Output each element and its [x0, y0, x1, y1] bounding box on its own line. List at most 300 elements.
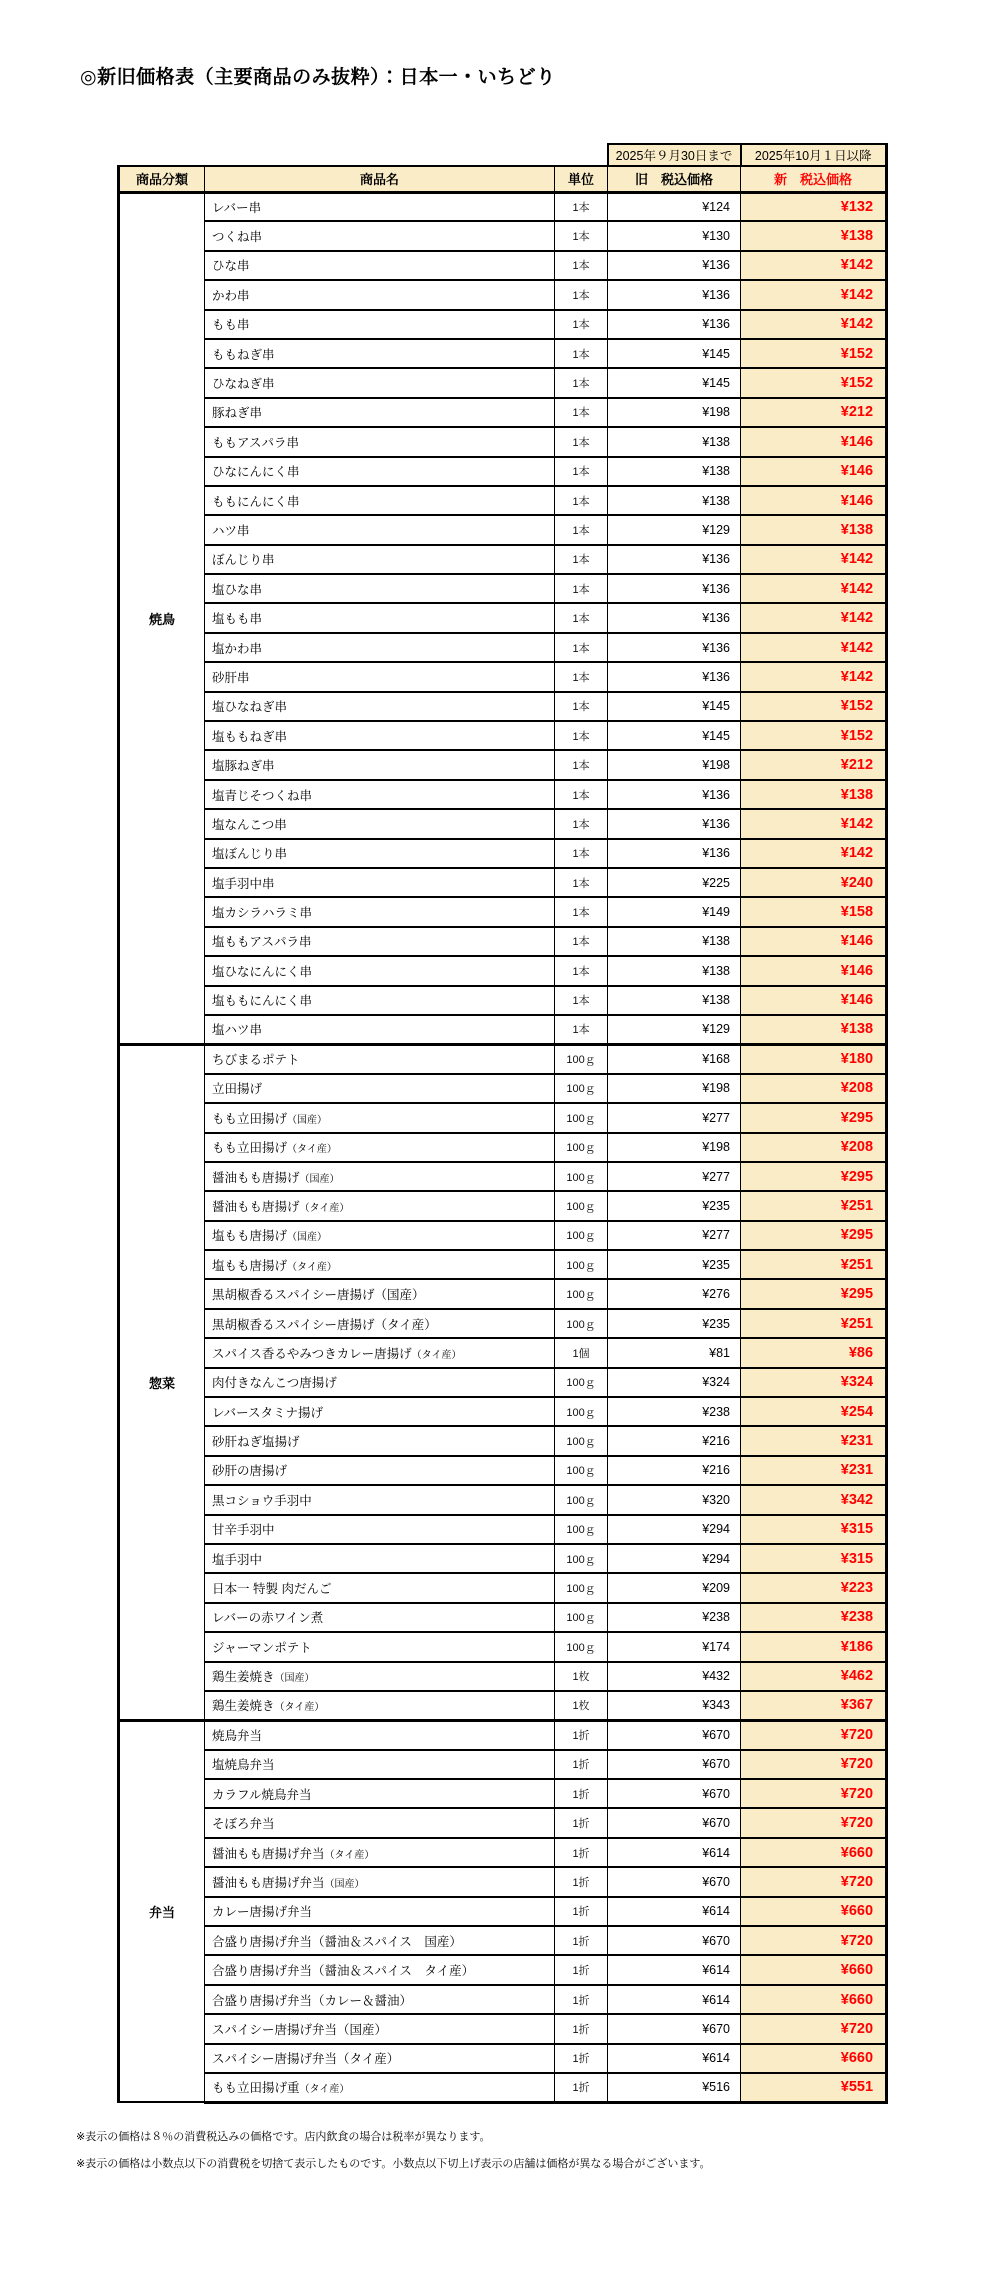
new-price-cell: ¥660 [741, 1955, 887, 1984]
product-name-cell: そぼろ弁当 [205, 1808, 555, 1837]
new-price-cell: ¥142 [741, 545, 887, 574]
new-price-cell: ¥720 [741, 1867, 887, 1896]
unit-cell: 1本 [555, 956, 608, 985]
product-name-cell: つくね串 [205, 221, 555, 250]
new-price-cell: ¥254 [741, 1397, 887, 1426]
old-price-cell: ¥198 [608, 1074, 741, 1103]
unit-cell: 1本 [555, 339, 608, 368]
unit-cell: 1本 [555, 280, 608, 309]
product-name-cell: ひなにんにく串 [205, 457, 555, 486]
old-price-cell: ¥124 [608, 192, 741, 221]
old-price-cell: ¥130 [608, 221, 741, 250]
unit-cell: 100ｇ [555, 1515, 608, 1544]
unit-cell: 1本 [555, 897, 608, 926]
old-price-cell: ¥145 [608, 368, 741, 397]
new-price-cell: ¥551 [741, 2073, 887, 2102]
new-price-cell: ¥462 [741, 1662, 887, 1691]
table-row [119, 809, 887, 838]
product-name-cell: 豚ねぎ串 [205, 398, 555, 427]
old-price-cell: ¥145 [608, 721, 741, 750]
unit-cell: 1本 [555, 809, 608, 838]
table-row [119, 897, 887, 926]
product-origin-note: （タイ産） [299, 1202, 350, 1214]
old-price-cell: ¥277 [608, 1162, 741, 1191]
unit-cell: 100ｇ [555, 1162, 608, 1191]
old-price-cell: ¥136 [608, 839, 741, 868]
table-row [119, 251, 887, 280]
new-price-cell: ¥342 [741, 1485, 887, 1514]
table-row [119, 1720, 887, 1749]
unit-cell: 100ｇ [555, 1397, 608, 1426]
product-name-cell: 鶏生姜焼き（タイ産） [205, 1691, 555, 1720]
old-price-cell: ¥81 [608, 1338, 741, 1367]
new-price-cell: ¥152 [741, 368, 887, 397]
product-name-cell: 塩ひな串 [205, 574, 555, 603]
table-row [119, 545, 887, 574]
unit-cell: 1本 [555, 868, 608, 897]
unit-cell: 1折 [555, 1867, 608, 1896]
unit-cell: 1折 [555, 1926, 608, 1955]
table-row [119, 721, 887, 750]
unit-cell: 1本 [555, 603, 608, 632]
table-row [119, 427, 887, 456]
product-name-cell: ももにんにく串 [205, 486, 555, 515]
new-price-cell: ¥251 [741, 1191, 887, 1220]
product-name-cell: カラフル焼鳥弁当 [205, 1779, 555, 1808]
old-price-cell: ¥129 [608, 1015, 741, 1044]
unit-cell: 1本 [555, 574, 608, 603]
product-name-cell: ハツ串 [205, 515, 555, 544]
table-row [119, 1015, 887, 1044]
product-name-cell: 黒胡椒香るスパイシー唐揚げ（タイ産） [205, 1309, 555, 1338]
unit-cell: 1本 [555, 927, 608, 956]
product-name-cell: ジャーマンポテト [205, 1632, 555, 1661]
old-price-cell: ¥198 [608, 1133, 741, 1162]
old-price-cell: ¥614 [608, 1955, 741, 1984]
table-row [119, 1044, 887, 1073]
unit-cell: 100ｇ [555, 1368, 608, 1397]
table-row [119, 1397, 887, 1426]
new-price-cell: ¥142 [741, 280, 887, 309]
table-row [119, 1074, 887, 1103]
product-name-cell: カレー唐揚げ弁当 [205, 1897, 555, 1926]
unit-cell: 1本 [555, 515, 608, 544]
unit-cell: 1本 [555, 427, 608, 456]
unit-cell: 1本 [555, 721, 608, 750]
table-row [119, 368, 887, 397]
unit-cell: 1本 [555, 251, 608, 280]
old-price-cell: ¥238 [608, 1397, 741, 1426]
table-row [119, 1515, 887, 1544]
product-name-cell: 塩もも串 [205, 603, 555, 632]
product-name-cell: 塩豚ねぎ串 [205, 750, 555, 779]
column-header-unit: 単位 [555, 166, 608, 192]
product-origin-note: （タイ産） [287, 1144, 337, 1156]
table-row [119, 1926, 887, 1955]
new-price-cell: ¥720 [741, 1926, 887, 1955]
new-price-cell: ¥138 [741, 1015, 887, 1044]
old-price-cell: ¥145 [608, 692, 741, 721]
column-header-category: 商品分類 [119, 166, 205, 192]
old-price-date-header: 2025年９月30日まで [608, 144, 741, 166]
old-price-cell: ¥238 [608, 1603, 741, 1632]
old-price-cell: ¥670 [608, 1867, 741, 1896]
unit-cell: 100ｇ [555, 1632, 608, 1661]
category-cell: 弁当 [119, 1720, 205, 2102]
table-row [119, 1632, 887, 1661]
new-price-cell: ¥240 [741, 868, 887, 897]
old-price-cell: ¥138 [608, 486, 741, 515]
table-row [119, 1279, 887, 1308]
product-origin-note: （国産） [299, 1173, 340, 1185]
old-price-cell: ¥324 [608, 1368, 741, 1397]
product-name-cell: 塩ハツ串 [205, 1015, 555, 1044]
product-name-cell: 塩ももにんにく串 [205, 986, 555, 1015]
product-name-cell: ももアスパラ串 [205, 427, 555, 456]
old-price-cell: ¥174 [608, 1632, 741, 1661]
new-price-cell: ¥146 [741, 486, 887, 515]
column-header-row [119, 166, 887, 192]
unit-cell: 1本 [555, 457, 608, 486]
unit-cell: 1本 [555, 368, 608, 397]
category-cell: 惣菜 [119, 1044, 205, 1720]
unit-cell: 100ｇ [555, 1544, 608, 1573]
table-row [119, 1162, 887, 1191]
new-price-cell: ¥146 [741, 956, 887, 985]
old-price-cell: ¥136 [608, 633, 741, 662]
table-row [119, 1456, 887, 1485]
product-name-cell: 合盛り唐揚げ弁当（カレー＆醤油） [205, 1985, 555, 2014]
table-row [119, 1221, 887, 1250]
old-price-cell: ¥138 [608, 956, 741, 985]
product-name-cell: もも立田揚げ重（タイ産） [205, 2073, 555, 2102]
table-row [119, 1955, 887, 1984]
table-row [119, 486, 887, 515]
unit-cell: 1本 [555, 192, 608, 221]
new-price-cell: ¥720 [741, 1779, 887, 1808]
product-name-cell: もも立田揚げ（タイ産） [205, 1133, 555, 1162]
product-name-cell: 塩焼鳥弁当 [205, 1750, 555, 1779]
old-price-cell: ¥149 [608, 897, 741, 926]
new-price-cell: ¥324 [741, 1368, 887, 1397]
unit-cell: 1本 [555, 1015, 608, 1044]
old-price-cell: ¥670 [608, 2014, 741, 2043]
product-name-cell: 焼鳥弁当 [205, 1720, 555, 1749]
new-price-cell: ¥231 [741, 1426, 887, 1455]
table-row [119, 2014, 887, 2043]
unit-cell: 100ｇ [555, 1133, 608, 1162]
new-price-cell: ¥660 [741, 1897, 887, 1926]
product-origin-note: （タイ産） [287, 1261, 337, 1273]
product-name-cell: 塩青じそつくね串 [205, 780, 555, 809]
old-price-cell: ¥138 [608, 927, 741, 956]
unit-cell: 100ｇ [555, 1485, 608, 1514]
product-name-cell: 塩かわ串 [205, 633, 555, 662]
new-price-cell: ¥238 [741, 1603, 887, 1632]
product-name-cell: ひなねぎ串 [205, 368, 555, 397]
old-price-cell: ¥216 [608, 1456, 741, 1485]
unit-cell: 100ｇ [555, 1044, 608, 1073]
unit-cell: 1本 [555, 839, 608, 868]
new-price-cell: ¥146 [741, 427, 887, 456]
table-row [119, 221, 887, 250]
old-price-cell: ¥235 [608, 1191, 741, 1220]
old-price-cell: ¥277 [608, 1103, 741, 1132]
new-price-cell: ¥251 [741, 1250, 887, 1279]
product-name-cell: ひな串 [205, 251, 555, 280]
table-row [119, 956, 887, 985]
product-name-cell: もも立田揚げ（国産） [205, 1103, 555, 1132]
new-price-cell: ¥146 [741, 457, 887, 486]
product-name-cell: 砂肝串 [205, 662, 555, 691]
product-name-cell: 塩もも唐揚げ（国産） [205, 1221, 555, 1250]
product-origin-note: （国産） [287, 1114, 328, 1126]
new-price-cell: ¥720 [741, 1720, 887, 1749]
page-title: ◎新旧価格表（主要商品のみ抜粋）：日本一・いちどり [80, 67, 556, 88]
old-price-cell: ¥136 [608, 280, 741, 309]
unit-cell: 100ｇ [555, 1074, 608, 1103]
unit-cell: 100ｇ [555, 1309, 608, 1338]
new-price-cell: ¥367 [741, 1691, 887, 1720]
new-price-cell: ¥142 [741, 633, 887, 662]
product-name-cell: 塩ひなにんにく串 [205, 956, 555, 985]
product-name-cell: 塩手羽中串 [205, 868, 555, 897]
unit-cell: 1折 [555, 1838, 608, 1867]
table-row [119, 1544, 887, 1573]
table-row [119, 839, 887, 868]
new-price-cell: ¥295 [741, 1103, 887, 1132]
date-header-row [119, 144, 887, 166]
old-price-cell: ¥216 [608, 1426, 741, 1455]
product-name-cell: 砂肝ねぎ塩揚げ [205, 1426, 555, 1455]
old-price-cell: ¥145 [608, 339, 741, 368]
table-row [119, 1779, 887, 1808]
product-origin-note: （タイ産） [299, 2084, 350, 2096]
product-name-cell: 塩ぼんじり串 [205, 839, 555, 868]
blank-corner-cell [119, 144, 608, 166]
new-price-cell: ¥142 [741, 603, 887, 632]
table-row [119, 986, 887, 1015]
new-price-cell: ¥138 [741, 221, 887, 250]
table-row [119, 1338, 887, 1367]
new-price-cell: ¥186 [741, 1632, 887, 1661]
column-header-new-price: 新 税込価格 [741, 166, 887, 192]
old-price-cell: ¥138 [608, 457, 741, 486]
table-row [119, 1485, 887, 1514]
product-name-cell: 醤油もも唐揚げ（タイ産） [205, 1191, 555, 1220]
old-price-cell: ¥136 [608, 780, 741, 809]
table-row [119, 310, 887, 339]
product-origin-note: （タイ産） [324, 1849, 375, 1861]
table-row [119, 780, 887, 809]
product-name-cell: スパイス香るやみつきカレー唐揚げ（タイ産） [205, 1338, 555, 1367]
product-name-cell: スパイシー唐揚げ弁当（タイ産） [205, 2044, 555, 2073]
table-row [119, 1573, 887, 1602]
table-row [119, 1426, 887, 1455]
unit-cell: 100ｇ [555, 1279, 608, 1308]
table-row [119, 515, 887, 544]
new-price-cell: ¥142 [741, 809, 887, 838]
new-price-cell: ¥152 [741, 721, 887, 750]
unit-cell: 1本 [555, 221, 608, 250]
product-name-cell: 鶏生姜焼き（国産） [205, 1662, 555, 1691]
unit-cell: 1折 [555, 1720, 608, 1749]
new-price-cell: ¥86 [741, 1338, 887, 1367]
unit-cell: 1折 [555, 2014, 608, 2043]
product-name-cell: ぼんじり串 [205, 545, 555, 574]
old-price-cell: ¥136 [608, 809, 741, 838]
product-name-cell: レバーの赤ワイン煮 [205, 1603, 555, 1632]
new-price-cell: ¥158 [741, 897, 887, 926]
old-price-cell: ¥670 [608, 1750, 741, 1779]
table-row [119, 1750, 887, 1779]
new-price-cell: ¥208 [741, 1133, 887, 1162]
unit-cell: 1折 [555, 2073, 608, 2102]
table-row [119, 1103, 887, 1132]
new-price-cell: ¥180 [741, 1044, 887, 1073]
old-price-cell: ¥136 [608, 603, 741, 632]
table-row [119, 692, 887, 721]
unit-cell: 100ｇ [555, 1191, 608, 1220]
unit-cell: 100ｇ [555, 1250, 608, 1279]
table-row [119, 574, 887, 603]
product-name-cell: かわ串 [205, 280, 555, 309]
table-row [119, 1662, 887, 1691]
old-price-cell: ¥136 [608, 310, 741, 339]
product-name-cell: 肉付きなんこつ唐揚げ [205, 1368, 555, 1397]
old-price-cell: ¥294 [608, 1515, 741, 1544]
old-price-cell: ¥432 [608, 1662, 741, 1691]
new-price-cell: ¥208 [741, 1074, 887, 1103]
old-price-cell: ¥516 [608, 2073, 741, 2102]
product-name-cell: 合盛り唐揚げ弁当（醤油＆スパイス タイ産） [205, 1955, 555, 1984]
new-price-cell: ¥315 [741, 1515, 887, 1544]
unit-cell: 100ｇ [555, 1456, 608, 1485]
product-name-cell: スパイシー唐揚げ弁当（国産） [205, 2014, 555, 2043]
product-name-cell: 塩ももアスパラ串 [205, 927, 555, 956]
table-row [119, 280, 887, 309]
new-price-cell: ¥315 [741, 1544, 887, 1573]
table-row [119, 1133, 887, 1162]
product-name-cell: もも串 [205, 310, 555, 339]
new-price-cell: ¥152 [741, 339, 887, 368]
old-price-cell: ¥136 [608, 545, 741, 574]
table-row [119, 868, 887, 897]
old-price-cell: ¥136 [608, 251, 741, 280]
product-name-cell: 醤油もも唐揚げ弁当（国産） [205, 1867, 555, 1896]
product-name-cell: 塩ももねぎ串 [205, 721, 555, 750]
old-price-cell: ¥198 [608, 398, 741, 427]
product-name-cell: 日本一 特製 肉だんご [205, 1573, 555, 1602]
product-origin-note: （国産） [324, 1878, 365, 1890]
table-row [119, 1838, 887, 1867]
unit-cell: 1枚 [555, 1662, 608, 1691]
table-row [119, 1867, 887, 1896]
footnotes [76, 2124, 710, 2178]
table-row [119, 192, 887, 221]
table-row [119, 1250, 887, 1279]
old-price-cell: ¥670 [608, 1720, 741, 1749]
unit-cell: 1折 [555, 2044, 608, 2073]
unit-cell: 1折 [555, 1955, 608, 1984]
table-row [119, 633, 887, 662]
product-name-cell: 塩ひなねぎ串 [205, 692, 555, 721]
table-row [119, 1309, 887, 1338]
new-price-cell: ¥138 [741, 515, 887, 544]
unit-cell: 1本 [555, 986, 608, 1015]
old-price-cell: ¥198 [608, 750, 741, 779]
old-price-cell: ¥670 [608, 1808, 741, 1837]
old-price-cell: ¥225 [608, 868, 741, 897]
product-origin-note: （国産） [274, 1673, 315, 1685]
table-row [119, 1897, 887, 1926]
unit-cell: 1折 [555, 1779, 608, 1808]
new-price-cell: ¥212 [741, 750, 887, 779]
old-price-cell: ¥138 [608, 986, 741, 1015]
product-origin-note: （タイ産） [274, 1702, 325, 1714]
new-price-cell: ¥142 [741, 839, 887, 868]
category-cell: 焼鳥 [119, 192, 205, 1044]
table-row [119, 1808, 887, 1837]
new-price-cell: ¥142 [741, 251, 887, 280]
new-price-date-header: 2025年10月１日以降 [741, 144, 887, 166]
new-price-cell: ¥231 [741, 1456, 887, 1485]
column-header-name: 商品名 [205, 166, 555, 192]
product-origin-note: （国産） [287, 1232, 328, 1244]
product-name-cell: 醤油もも唐揚げ弁当（タイ産） [205, 1838, 555, 1867]
old-price-cell: ¥343 [608, 1691, 741, 1720]
product-origin-note: （タイ産） [411, 1349, 462, 1361]
table-row [119, 1985, 887, 2014]
unit-cell: 1個 [555, 1338, 608, 1367]
new-price-cell: ¥142 [741, 310, 887, 339]
column-header-old-price: 旧 税込価格 [608, 166, 741, 192]
new-price-cell: ¥212 [741, 398, 887, 427]
new-price-cell: ¥146 [741, 927, 887, 956]
old-price-cell: ¥168 [608, 1044, 741, 1073]
unit-cell: 1本 [555, 692, 608, 721]
old-price-cell: ¥320 [608, 1485, 741, 1514]
unit-cell: 1本 [555, 398, 608, 427]
new-price-cell: ¥132 [741, 192, 887, 221]
unit-cell: 1本 [555, 633, 608, 662]
table-row [119, 1368, 887, 1397]
old-price-cell: ¥614 [608, 1897, 741, 1926]
new-price-cell: ¥223 [741, 1573, 887, 1602]
old-price-cell: ¥670 [608, 1779, 741, 1808]
old-price-cell: ¥614 [608, 1838, 741, 1867]
new-price-cell: ¥720 [741, 2014, 887, 2043]
old-price-cell: ¥136 [608, 574, 741, 603]
product-name-cell: ももねぎ串 [205, 339, 555, 368]
table-row [119, 662, 887, 691]
footnote-rounding: ※表示の価格は小数点以下の消費税を切捨て表示したものです。小数点以下切上げ表示の店舗は価格が異なる場合がございます。 [76, 2158, 711, 2170]
product-name-cell: 甘辛手羽中 [205, 1515, 555, 1544]
old-price-cell: ¥136 [608, 662, 741, 691]
old-price-cell: ¥138 [608, 427, 741, 456]
product-name-cell: 合盛り唐揚げ弁当（醤油＆スパイス 国産） [205, 1926, 555, 1955]
old-price-cell: ¥209 [608, 1573, 741, 1602]
unit-cell: 100ｇ [555, 1426, 608, 1455]
old-price-cell: ¥129 [608, 515, 741, 544]
new-price-cell: ¥295 [741, 1279, 887, 1308]
unit-cell: 100ｇ [555, 1573, 608, 1602]
new-price-cell: ¥142 [741, 662, 887, 691]
product-name-cell: 黒胡椒香るスパイシー唐揚げ（国産） [205, 1279, 555, 1308]
old-price-cell: ¥235 [608, 1250, 741, 1279]
unit-cell: 100ｇ [555, 1103, 608, 1132]
unit-cell: 1本 [555, 662, 608, 691]
